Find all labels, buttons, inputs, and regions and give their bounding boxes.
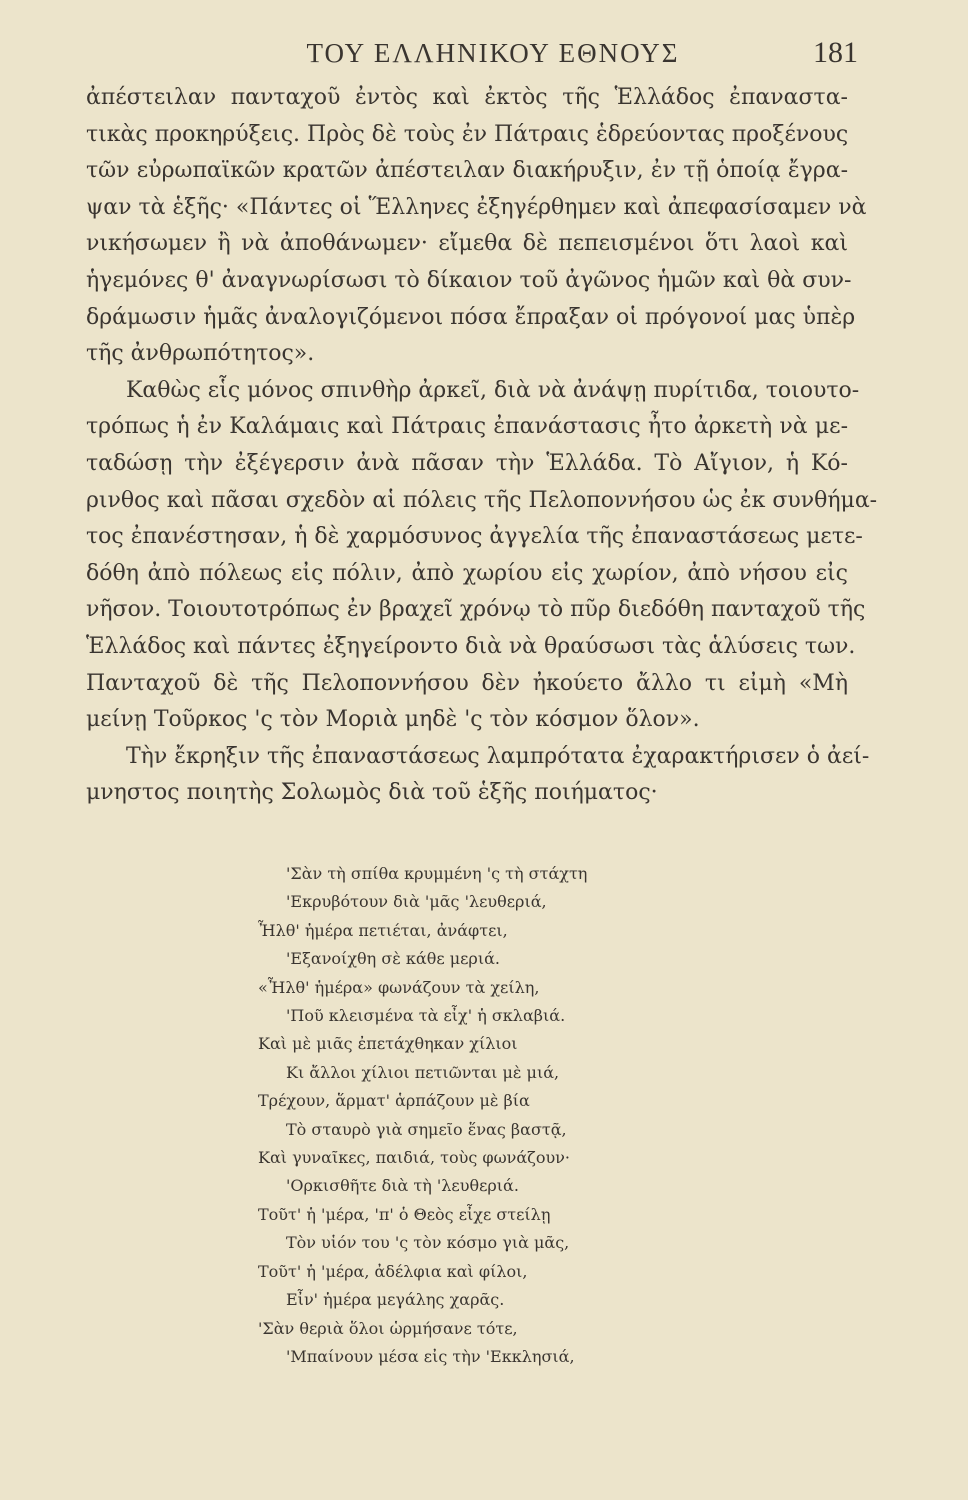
- text-line: νῆσον. Τοιουτοτρόπως ἐν βραχεῖ χρόνῳ τὸ πῦρ διεδόθη πανταχοῦ τῆς: [86, 597, 866, 623]
- text-line: τῆς ἀνθρωπότητος».: [86, 341, 315, 367]
- poem-verse: 'Μπαίνουν μέσα εἰς τὴν 'Εκκλησιά,: [286, 1346, 575, 1366]
- text-line: ρινθος καὶ πᾶσαι σχεδὸν αἱ πόλεις τῆς Πελοποννήσου ὡς ἐκ συνθήμα-: [86, 487, 878, 513]
- poem-verse: 'Σὰν τὴ σπίθα κρυμμένη 'ς τὴ στάχτη: [286, 864, 588, 883]
- text-line: μείνῃ Τοῦρκος 'ς τὸν Μοριὰ μηδὲ 'ς τὸν κόσμον ὅλον».: [86, 707, 700, 733]
- poem-verse: Τοῦτ' ἡ 'μέρα, ἀδέλφια καὶ φίλοι,: [258, 1261, 528, 1281]
- body-text: [86, 80, 878, 812]
- poem-verse: Τὸν υἱόν του 'ς τὸν κόσμο γιὰ μᾶς,: [286, 1233, 570, 1253]
- poem-verse: Κι ἄλλοι χίλιοι πετιῶνται μὲ μιά,: [286, 1062, 560, 1082]
- poem-verse: 'Εκρυβότουν διὰ 'μᾶς 'λευθεριά,: [286, 892, 547, 912]
- text-line: ἀπέστειλαν πανταχοῦ ἐντὸς καὶ ἐκτὸς τῆς Ἑλλάδος ἐπαναστα-: [86, 85, 848, 110]
- poem-verse: 'Ποῦ κλεισμένα τὰ εἶχ' ἡ σκλαβιά.: [286, 1006, 566, 1026]
- text-line: νικήσωμεν ἢ νὰ ἀποθάνωμεν· εἴμεθα δὲ πεπεισμένοι ὅτι λαοὶ καὶ: [86, 231, 848, 257]
- text-line: τικὰς προκηρύξεις. Πρὸς δὲ τοὺς ἐν Πάτραις ἑδρεύοντας προξένους: [86, 121, 849, 147]
- text-line: τρόπως ἡ ἐν Καλάμαις καὶ Πάτραις ἐπανάστασις ἦτο ἀρκετὴ νὰ με-: [86, 414, 848, 440]
- poem-verse: «Ἦλθ' ἡμέρα» φωνάζουν τὰ χείλη,: [258, 977, 540, 997]
- text-line: Καθὼς εἷς μόνος σπινθὴρ ἀρκεῖ, διὰ νὰ ἀνάψῃ πυρίτιδα, τοιουτο-: [126, 377, 860, 403]
- text-line: Ἑλλάδος καὶ πάντες ἐξηγείροντο διὰ νὰ θραύσωσι τὰς ἁλύσεις των.: [86, 633, 856, 659]
- poem-verse: 'Σὰν θεριὰ ὅλοι ὡρμήσανε τότε,: [258, 1318, 518, 1338]
- text-line: τῶν εὐρωπαϊκῶν κρατῶν ἀπέστειλαν διακήρυξιν, ἐν τῇ ὁποίᾳ ἔγρα-: [86, 158, 848, 184]
- paragraph: [86, 80, 867, 373]
- poem-verse: Καὶ μὲ μιᾶς ἐπετάχθηκαν χίλιοι: [258, 1034, 518, 1054]
- text-line: ταδώσῃ τὴν ἐξέγερσιν ἀνὰ πᾶσαν τὴν Ἑλλάδα. Τὸ Αἴγιον, ἡ Κό-: [86, 450, 848, 476]
- poem-verse: Εἶν' ἡμέρα μεγάλης χαρᾶς.: [286, 1290, 505, 1310]
- poem-verse: Καὶ γυναῖκες, παιδιά, τοὺς φωνάζουν·: [258, 1148, 570, 1168]
- poem-verse: Τοῦτ' ἡ 'μέρα, 'π' ὁ Θεὸς εἶχε στείλῃ: [258, 1204, 551, 1224]
- poem-verse: Τὸ σταυρὸ γιὰ σημεῖο ἕνας βαστᾷ,: [286, 1119, 567, 1139]
- poem-verse: Τρέχουν, ἅρματ' ἁρπάζουν μὲ βία: [258, 1091, 530, 1111]
- page-number: 181: [813, 36, 858, 69]
- text-line: ἡγεμόνες θ' ἀναγνωρίσωσι τὸ δίκαιον τοῦ ἀγῶνος ἡμῶν καὶ θὰ συν-: [86, 267, 852, 293]
- poem-verse: Ἦλθ' ἡμέρα πετιέται, ἀνάφτει,: [258, 920, 508, 940]
- text-line: τος ἐπανέστησαν, ἡ δὲ χαρμόσυνος ἀγγελία τῆς ἐπαναστάσεως μετε-: [86, 524, 863, 550]
- poem-verse: 'Εξανοίχθη σὲ κάθε μεριά.: [286, 949, 500, 969]
- text-line: Τὴν ἔκρηξιν τῆς ἐπαναστάσεως λαμπρότατα ἐχαρακτήρισεν ὁ ἀεί-: [126, 743, 870, 769]
- poem-verse: 'Ορκισθῆτε διὰ τὴ 'λευθεριά.: [286, 1176, 519, 1196]
- poem: [258, 860, 678, 1371]
- text-line: μνηστος ποιητὴς Σολωμὸς διὰ τοῦ ἑξῆς ποιήματος·: [86, 780, 658, 806]
- running-title: ΤΟΥ ΕΛΛΗΝΙΚΟΥ ΕΘΝΟΥΣ: [306, 38, 680, 68]
- text-line: δράμωσιν ἡμᾶς ἀναλογιζόμενοι πόσα ἔπραξαν οἱ πρόγονοί μας ὑπὲρ: [86, 304, 856, 330]
- text-line: ψαν τὰ ἑξῆς· «Πάντες οἱ Ἕλληνες ἐξηγέρθημεν καὶ ἀπεφασίσαμεν νὰ: [86, 194, 867, 220]
- paragraph: [86, 373, 878, 739]
- text-line: Πανταχοῦ δὲ τῆς Πελοποννήσου δὲν ἠκούετο ἄλλο τι εἰμὴ «Μὴ: [86, 670, 848, 696]
- paragraph: [86, 739, 870, 812]
- running-head: [88, 36, 898, 72]
- text-line: δόθη ἀπὸ πόλεως εἰς πόλιν, ἀπὸ χωρίου εἰς χωρίον, ἀπὸ νήσου εἰς: [86, 560, 848, 586]
